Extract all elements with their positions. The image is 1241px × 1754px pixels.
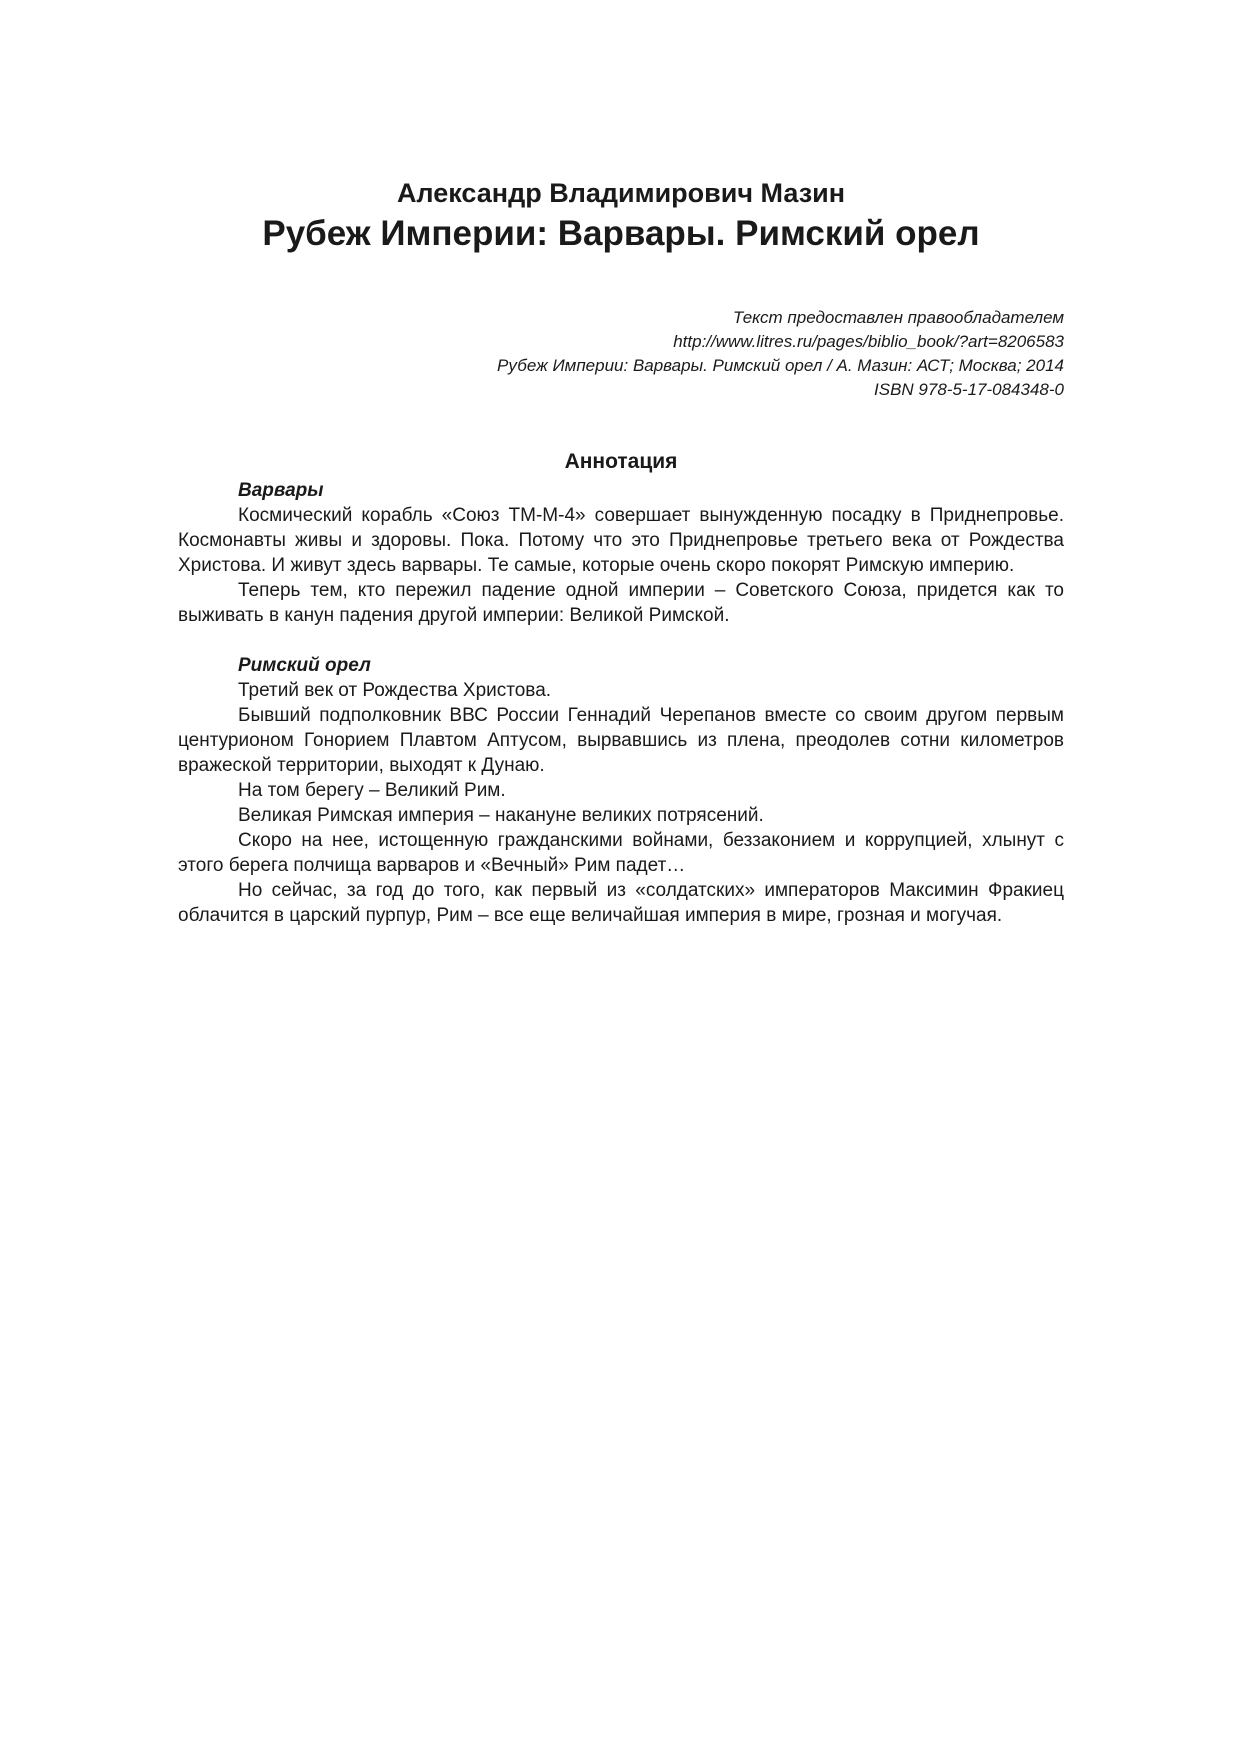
bibliographic-line: Рубеж Империи: Варвары. Римский орел / А. Мазин: АСТ; Москва; 2014 xyxy=(497,356,1064,375)
paragraph-gap xyxy=(178,628,1064,653)
paragraph: Но сейчас, за год до того, как первый из «солдатских» императоров Максимин Фракиец облачится в царский пурпур, Рим – все еще величайшая империя в мире, грозная и могучая. xyxy=(178,880,1064,926)
paragraph: На том берегу – Великий Рим. xyxy=(238,780,506,801)
paragraph: Скоро на нее, истощенную гражданскими войнами, беззаконием и коррупцией, хлынут с этого берега полчища варваров и «Вечный» Рим падет… xyxy=(178,830,1064,876)
paragraph: Теперь тем, кто пережил падение одной империи – Советского Союза, придется как то выживать в канун падения другой империи: Великой Римской. xyxy=(178,580,1064,626)
part1-title: Варвары xyxy=(238,480,324,501)
rights-holder-line: Текст предоставлен правообладателем xyxy=(732,308,1064,327)
annotation-heading: Аннотация xyxy=(564,450,678,473)
paragraph: Третий век от Рождества Христова. xyxy=(238,680,552,701)
book-title: Рубеж Империи: Варвары. Римский орел xyxy=(262,214,980,253)
paragraph: Великая Римская империя – накануне великих потрясений. xyxy=(238,805,764,826)
paragraph: Бывший подполковник ВВС России Геннадий Черепанов вместе со своим другом первым центурионом Гонорием Плавтом Аптусом, вырвавшись из плена, преодолев сотни километров вражеской территории, выходят к Дунаю. xyxy=(178,705,1064,776)
author-name: Александр Владимирович Мазин xyxy=(396,178,846,208)
source-url[interactable]: http://www.litres.ru/pages/biblio_book/?art=8206583 xyxy=(673,332,1064,351)
annotation-body xyxy=(178,478,1064,928)
isbn-line: ISBN 978-5-17-084348-0 xyxy=(874,380,1064,399)
publication-info xyxy=(178,306,1064,402)
paragraph: Космический корабль «Союз ТМ-М-4» совершает вынужденную посадку в Приднепровье. Космонавты живы и здоровы. Пока. Потому что это Приднепровье третьего века от Рождества Христова. И живут здесь варвары. Те самые, которые очень скоро покорят Римскую империю. xyxy=(178,505,1064,576)
part2-title: Римский орел xyxy=(238,655,371,676)
